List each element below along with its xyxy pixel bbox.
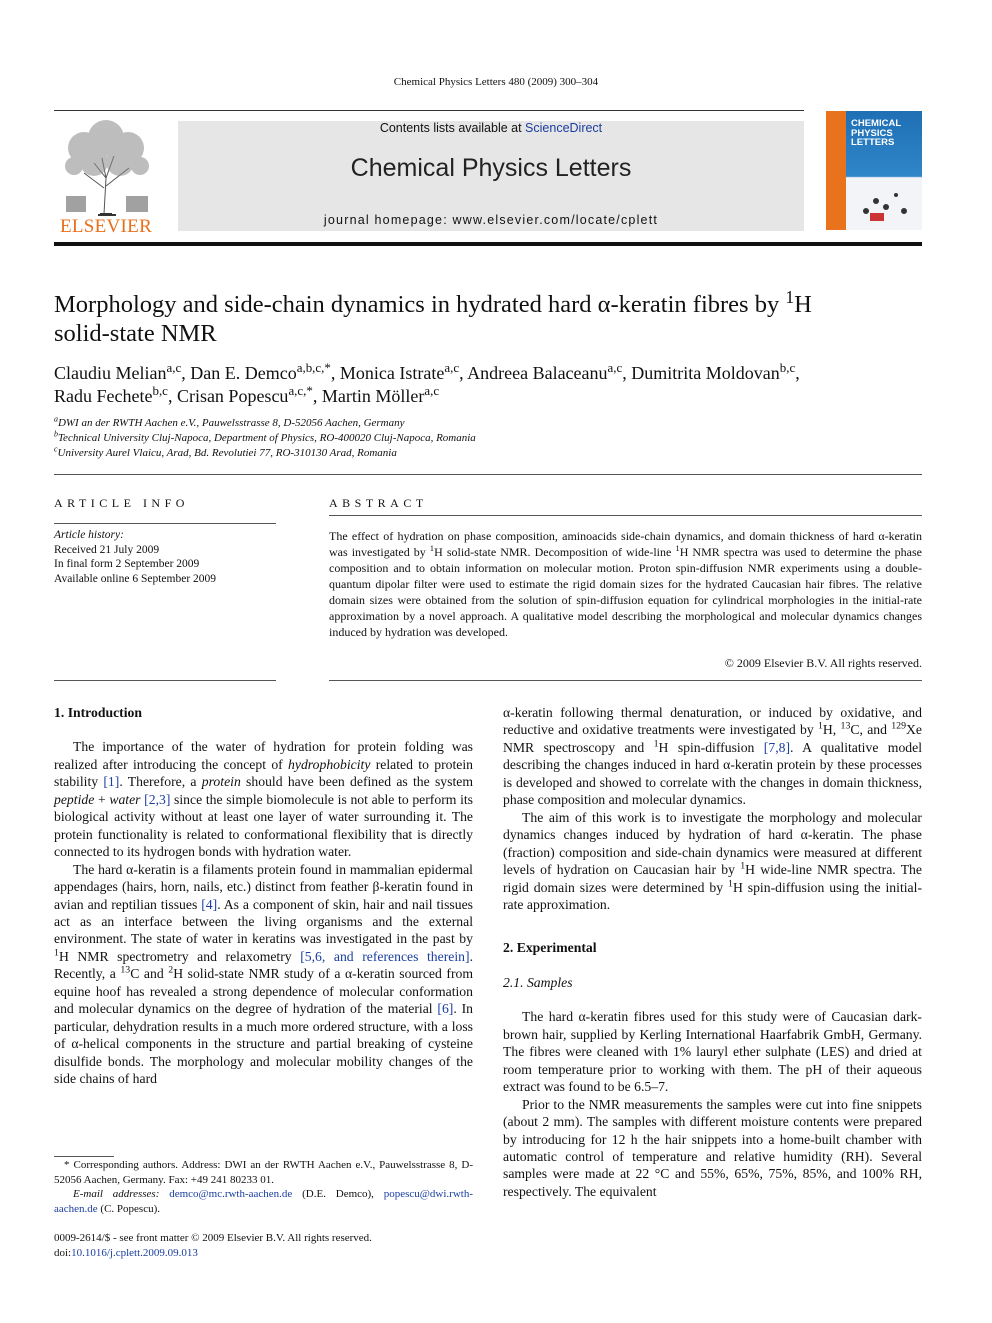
email-link-popescu[interactable]: popescu@dwi.rwth-aachen.de [54,1188,473,1215]
bottom-meta [54,1231,372,1260]
affiliation-key: c [54,444,58,454]
affiliation-text: DWI an der RWTH Aachen e.V., Pauwelsstrasse 8, D-52056 Aachen, Germany [57,417,405,429]
affiliation-rule [54,474,922,475]
author: Crisan Popescu [176,386,289,406]
author: Andreea Balaceanu [467,363,608,383]
paragraph: The hard α-keratin fibres used for this study were of Caucasian dark-brown hair, supplied by Kerling International Haarfabrik GmbH, Germany. The fibres were cleaned with 1% lauryl ether sulphate (LES) and dried at room temperature prior to working with them. The pH of their aqueous extract was found to be 6.5–7. [503,1009,922,1095]
author-list: Claudiu Melian$^{a,c}$, Dan E. Demco$^{a,b,c,*}$, Monica Istrate$^{a,c}$, Andreea Balaceanu$^{a,c}$, Dumitrita Moldovan$^{b,c}$, Radu Fechete$^{b,c}$, Crisan Popescu$^{a,c,*}$, Martin Möller$^{a,c}$ [54,360,800,406]
footnote [54,1158,473,1216]
final-form-date: In final form 2 September 2009 [54,558,200,570]
email-footnote [54,1187,473,1216]
received-date: Received 21 July 2009 [54,543,160,556]
author-affiliation: a,c [166,360,182,375]
affiliation-text: University Aurel Vlaicu, Arad, Bd. Revolutiei 77, RO-310130 Arad, Romania [57,447,397,459]
title-alpha: α [597,291,611,318]
author: Monica Istrate [339,363,445,383]
citation-link[interactable]: [5,6, and references therein] [300,948,470,964]
author: Claudiu Melian [54,363,167,383]
title-text: Morphology and side-chain dynamics in hydrated hard [54,291,598,318]
citation-link[interactable]: [2,3] [144,791,171,807]
author-affiliation: b,c [152,383,168,398]
author-affiliation: a,c,* [288,383,313,398]
paragraph: The importance of the water of hydration for protein folding was realized after introducing the concept of hydrophobicity related to protein stability [1]. Therefore, a protein should have been defined as the system peptide + water [2,3] since the simple biomolecule is not able to perform its biological activity without at least one layer of water surrounding it. The protein functionality is related to conformational flexibility that is directly connected to its hydrogen bonds with hydration water. [54,739,474,860]
doi-line [54,1246,372,1261]
author-affiliation: a,b,c,* [296,360,331,375]
email-link-demco[interactable]: demco@mc.rwth-aachen.de [169,1188,293,1200]
email-owner: (D.E. Demco), [302,1188,374,1200]
author-affiliation: b,c [779,360,796,375]
cover-title-line: LETTERS [851,137,895,148]
paragraph: Prior to the NMR measurements the samples were cut into fine snippets (about 2 mm). The samples with different moisture contents were prepared by introducing for 12 h the hair snippets into a home-built chamber with automatic control of temperature and relative humidity (RH). Several samples were made at 22 °C and 55%, 65%, 75%, 85%, and 100% RH, respectively. The equivalent [503,1096,922,1199]
author: Dan E. Demco [190,363,297,383]
author-affiliation: a,c [444,360,460,375]
citation-link[interactable]: [1] [103,774,120,790]
journal-name: Chemical Physics Letters [350,154,632,182]
journal-cover [826,111,922,230]
abstract-heading: ABSTRACT [329,496,428,510]
paragraph: The aim of this work is to investigate the morphology and molecular dynamics changes induced by hydration of hard α-keratin. The phase (fraction) composition and side-chain dynamics were measured at different levels of hydration on Caucasian hair by $^1$H wide-line NMR spectra. The rigid domain sizes were determined by $^1$H spin-diffusion using the initial-rate approximation. [503,809,922,912]
author: Radu Fechete [54,386,153,406]
title-text: H [794,291,812,318]
doi-label: doi: [54,1246,72,1259]
citation-link[interactable]: [7,8] [763,739,791,755]
footnote-rule [54,1156,114,1157]
affiliation-key: a [54,414,58,424]
cover-graphic-icon [856,181,916,226]
contents-prefix: Contents lists available at [379,121,526,135]
abstract-rule [329,515,922,516]
paragraph: α-keratin following thermal denaturation, or induced by oxidative, and reductive and oxidative treatments were investigated by $^1$H, $^{13}$C, and $^{129}$Xe NMR spectroscopy and $^1$H spin-diffusion [7,8]. A qualitative model describing the changes induced in hard α-keratin protein by these processes is developed and showed to correlate with the changes in domain thickness, phase composition and molecular dynamics. [503,705,923,808]
section-heading: 1. Introduction [54,705,142,720]
elsevier-wordmark: ELSEVIER [59,216,153,237]
article-info-heading: ARTICLE INFO [54,496,189,510]
citation-link[interactable]: [6] [437,1001,454,1017]
doi-link[interactable]: 10.1016/j.cplett.2009.09.013 [71,1246,198,1259]
cover-strip [826,111,846,230]
subsection-heading: 2.1. Samples [503,974,573,990]
contents-line [178,121,804,135]
abstract-copyright: © 2009 Elsevier B.V. All rights reserved. [724,656,922,670]
elsevier-logo [54,118,158,238]
title-superscript: 1 [785,286,795,307]
history-label: Article history: [54,529,124,541]
affiliation-key: b [54,429,58,439]
header-thick-rule [54,242,922,246]
issn-line: 0009-2614/$ - see front matter © 2009 Elsevier B.V. All rights reserved. [54,1232,372,1244]
corresponding-footnote: * Corresponding authors. Address: DWI an der RWTH Aachen e.V., Pauwelsstrasse 8, D-52056 Aachen, Germany. Fax: +49 241 80233 01. [54,1159,473,1186]
article-history [54,528,216,586]
online-date: Available online 6 September 2009 [54,572,217,585]
article-info-rule [54,523,276,524]
body-right-column [503,704,922,1200]
email-label: E-mail addresses: [73,1188,160,1200]
article-title [54,286,914,348]
abstract-rule-bottom [329,680,922,681]
author-affiliation: a,c [424,383,440,398]
cover-title-line: CHEMICAL [851,118,902,129]
affiliation-c [54,444,397,459]
email-owner: (C. Popescu). [100,1202,160,1215]
sciencedirect-link[interactable]: ScienceDirect [525,121,603,135]
corresponding-text: Corresponding authors. Address: DWI an der RWTH Aachen e.V., Pauwelsstrasse 8, D-52056 Aachen, Germany. Fax: +49 241 80233 01. [54,1159,473,1186]
cover-title-line: PHYSICS [851,127,893,139]
affiliation-text: Technical University Cluj-Napoca, Department of Physics, RO-400020 Cluj-Napoca, Romania [57,432,476,444]
citation-link[interactable]: [4] [201,896,218,912]
header-rule [54,110,804,111]
cover-title [851,119,901,148]
author-affiliation: a,c [607,360,623,375]
tree-icon [54,118,158,216]
title-text: solid-state NMR [54,320,217,347]
affiliation-b [54,429,476,444]
title-text: -keratin fibres by [610,291,786,318]
author: Martin Möller [321,386,425,406]
affiliation-a [54,414,405,429]
section-heading: 2. Experimental [503,940,597,956]
article-info-rule-bottom [54,680,276,681]
author: Dumitrita Moldovan [631,363,780,383]
abstract-text: The effect of hydration on phase composition, aminoacids side-chain dynamics, and domain thickness of hard α-keratin was investigated by $^1$H solid-state NMR. Decomposition of wide-line $^1$H NMR spectra was used to determine the phase composition and to obtain information on molecular motion. Proton spin-diffusion NMR experiments using a double-quantum dipolar filter were used to estimate the rigid domain sizes for the hydrated Caucasian hair fibres. The relative domain sizes were obtained from the solution of spin-diffusion equation for cylindrical morphologies in the initial-rate approximation by a novel approach. A qualitative model describing the morphological and molecular dynamics changes induced by hydration was developed. [329,529,923,639]
paragraph: The hard α-keratin is a filaments protein found in mammalian epidermal appendages (hairs, horn, nails, etc.) distinct from feather β-keratin found in avian and reptilian tissues [4]. As a component of skin, hair and nail tissues act as an interface between the living organisms and the external environment. The state of water in keratins was investigated in the past by $^1$H NMR spectrometry and relaxometry [5,6, and references therein]. Recently, a $^{13}$C and $^2$H solid-state NMR study of a α-keratin sourced from equine hoof has revealed a strong dependence of molecular conformation and molecular dynamics on the degree of hydration of the material [6]. In particular, dehydration results in a much more ordered structure, with a loss of α-helical components in the structure and partial breaking of cysteine disulfide bonds. The morphology and molecular mobility changes of the side chains of hard [54,861,473,1087]
journal-reference: Chemical Physics Letters 480 (2009) 300–304 [393,76,599,88]
journal-homepage[interactable]: journal homepage: www.elsevier.com/locate/cplett [323,213,659,227]
body-left-column [54,704,473,1088]
